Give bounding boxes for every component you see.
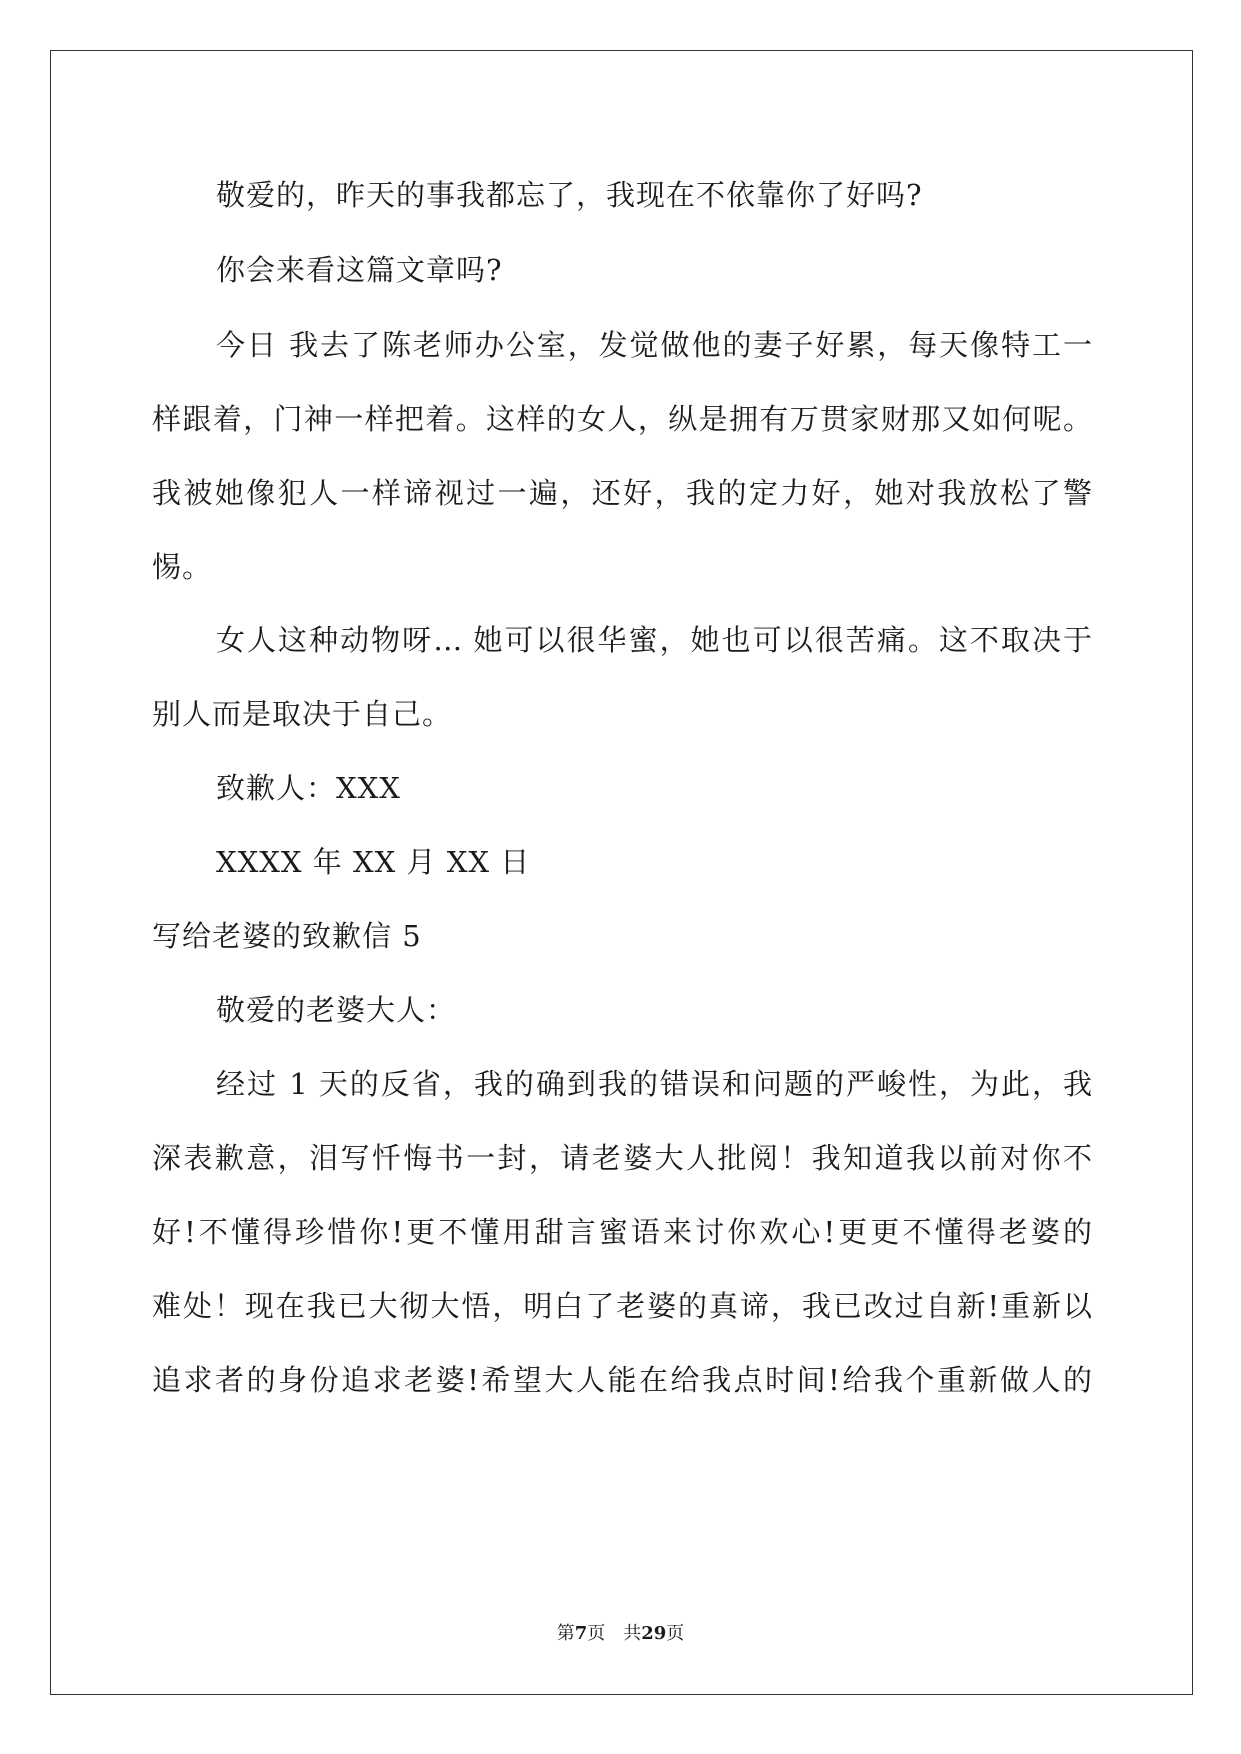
paragraph-line: 难处！现在我已大彻大悟，明白了老婆的真谛，我已改过自新!重新以	[152, 1289, 1092, 1323]
paragraph-line: 我被她像犯人一样谛视过一遍，还好，我的定力好，她对我放松了警	[152, 476, 1092, 510]
date-line: XXXX 年 XX 月 XX 日	[216, 845, 531, 879]
section-title: 写给老婆的致歉信 5	[152, 919, 422, 953]
paragraph-line: 样跟着，门神一样把着。这样的女人，纵是拥有万贯家财那又如何呢。	[152, 402, 1092, 436]
paragraph-line: 深表歉意，泪写忏悔书一封，请老婆大人批阅！我知道我以前对你不	[152, 1141, 1092, 1175]
paragraph-line: 经过 1 天的反省，我的确到我的错误和问题的严峻性，为此，我	[216, 1067, 1092, 1101]
paragraph-line: 好!不懂得珍惜你!更不懂用甜言蜜语来讨你欢心!更更不懂得老婆的	[152, 1215, 1092, 1249]
page-footer	[0, 1622, 1241, 1646]
footer-prefix: 第	[556, 1623, 575, 1644]
paragraph-line: 你会来看这篇文章吗?	[216, 253, 503, 287]
footer-suffix: 页	[666, 1623, 685, 1644]
footer-mid: 页 共	[587, 1623, 642, 1644]
paragraph-line: 别人而是取决于自己。	[152, 697, 453, 731]
paragraph-line: 追求者的身份追求老婆!希望大人能在给我点时间!给我个重新做人的	[152, 1363, 1092, 1397]
current-page-number: 7	[574, 1623, 588, 1644]
paragraph-line: 女人这种动物呀… 她可以很华蜜，她也可以很苦痛。这不取决于	[216, 623, 1092, 657]
salutation: 敬爱的老婆大人：	[216, 993, 457, 1027]
paragraph-line: 敬爱的，昨天的事我都忘了，我现在不依靠你了好吗?	[216, 178, 923, 212]
total-pages-number: 29	[641, 1623, 667, 1644]
paragraph-line: 今日 我去了陈老师办公室，发觉做他的妻子好累，每天像特工一	[216, 328, 1092, 362]
paragraph-line: 惕。	[152, 550, 213, 584]
signature-line: 致歉人：XXX	[216, 771, 401, 805]
